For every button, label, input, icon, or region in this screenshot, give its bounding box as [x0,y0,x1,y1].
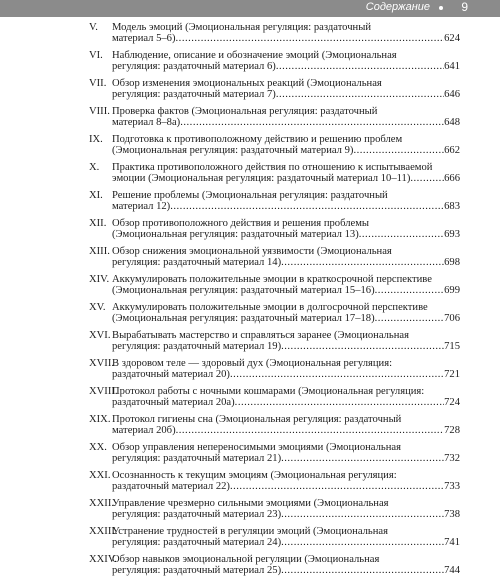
toc-entry[interactable] [0,526,500,554]
dot-leader [375,313,444,324]
entry-number: X. [89,162,100,173]
dot-leader [281,565,444,576]
entry-title-tail: материал 5–6) [112,33,176,44]
entry-title-continued [112,565,460,576]
entry-title: Управление чрезмерно сильными эмоциями (Эмоциональная [112,498,389,509]
entry-title-continued [112,285,460,296]
entry-title-tail: эмоции (Эмоциональная регуляция: раздаточный материал 10–11) [112,173,411,184]
entry-title-continued [112,537,460,548]
entry-title: Модель эмоций (Эмоциональная регуляция: раздаточный [112,22,371,33]
entry-number: XV. [89,302,106,313]
entry-title-continued [112,61,460,72]
entry-page: 715 [444,341,460,352]
dot-leader [410,173,444,184]
entry-title-continued [112,369,460,380]
entry-page: 744 [444,565,460,576]
toc-entry[interactable] [0,106,500,134]
entry-page: 699 [444,285,460,296]
entry-number: IX. [89,134,103,145]
entry-page: 738 [444,509,460,520]
entry-title: Проверка фактов (Эмоциональная регуляция: раздаточный [112,106,378,117]
entry-page: 724 [444,397,460,408]
entry-number: XVII. [89,358,115,369]
toc-entry[interactable] [0,78,500,106]
entry-title: Обзор противоположного действия и решения проблемы [112,218,370,229]
entry-title-tail: регуляция: раздаточный материал 21) [112,453,282,464]
toc-entry[interactable] [0,274,500,302]
entry-title-tail: регуляция: раздаточный материал 14) [112,257,282,268]
entry-number: VI. [89,50,103,61]
dot-leader [281,509,444,520]
entry-title-continued [112,341,460,352]
dot-leader [281,257,444,268]
dot-leader [276,89,444,100]
entry-title-tail: (Эмоциональная регуляция: раздаточный материал 13) [112,229,359,240]
entry-title-tail: регуляция: раздаточный материал 24) [112,537,282,548]
entry-title: Протокол работы с ночными кошмарами (Эмоциональная регуляция: [112,386,425,397]
bullet-icon [439,6,443,10]
dot-leader [281,453,444,464]
entry-title: Вырабатывать мастерство и справляться заранее (Эмоциональная [112,330,410,341]
entry-number: V. [89,22,98,33]
entry-page: 666 [444,173,460,184]
entry-number: XI. [89,190,103,201]
entry-title-tail: материал 12) [112,201,171,212]
dot-leader [281,537,444,548]
entry-page: 733 [444,481,460,492]
entry-page: 641 [444,61,460,72]
toc-entry[interactable] [0,162,500,190]
entry-title: Практика противоположного действия по отношению к испытываемой [112,162,433,173]
entry-title-tail: (Эмоциональная регуляция: раздаточный материал 15–16) [112,285,375,296]
entry-number: XVI. [89,330,111,341]
entry-number: XX. [89,442,107,453]
entry-number: XXI. [89,470,111,481]
entry-title-tail: материал 20б) [112,425,176,436]
entry-title-tail: регуляция: раздаточный материал 6) [112,61,276,72]
entry-page: 648 [444,117,460,128]
toc-entry[interactable] [0,414,500,442]
entry-page: 706 [444,313,460,324]
dot-leader [235,397,444,408]
toc-entry[interactable] [0,330,500,358]
dot-leader [176,425,445,436]
toc-entry[interactable] [0,442,500,470]
entry-title-continued [112,229,460,240]
entry-number: XIX. [89,414,111,425]
toc-entry[interactable] [0,50,500,78]
toc-entry[interactable] [0,302,500,330]
entry-page: 624 [444,33,460,44]
entry-title: Обзор снижения эмоциональной уязвимости (Эмоциональная [112,246,392,257]
entry-page: 732 [444,453,460,464]
toc-entry[interactable] [0,386,500,414]
entry-number: XXIII. [89,526,118,537]
entry-title-continued [112,145,460,156]
toc-entry[interactable] [0,554,500,582]
entry-title-tail: материал 8–8а) [112,117,181,128]
entry-title-tail: раздаточный материал 22) [112,481,230,492]
toc-entry[interactable] [0,470,500,498]
entry-title: Наблюдение, описание и обозначение эмоций (Эмоциональная [112,50,397,61]
toc-entry[interactable] [0,498,500,526]
table-of-contents [0,22,500,582]
entry-title: Решение проблемы (Эмоциональная регуляция: раздаточный [112,190,388,201]
toc-entry[interactable] [0,218,500,246]
page-number: 9 [461,0,468,14]
entry-title-tail: раздаточный материал 20) [112,369,230,380]
entry-title-continued [112,173,460,184]
entry-title-tail: регуляция: раздаточный материал 19) [112,341,282,352]
entry-title: Обзор изменения эмоциональных реакций (Эмоциональная [112,78,382,89]
toc-entry[interactable] [0,190,500,218]
entry-page: 741 [444,537,460,548]
running-header [0,0,500,17]
entry-title: Устранение трудностей в регуляции эмоций (Эмоциональная [112,526,389,537]
entry-number: XVIII. [89,386,118,397]
entry-number: XIV. [89,274,110,285]
entry-title: Аккумулировать положительные эмоции в долгосрочной перспективе [112,302,428,313]
dot-leader [281,341,444,352]
entry-title: В здоровом теле — здоровый дух (Эмоциональная регуляция: [112,358,393,369]
entry-title-continued [112,425,460,436]
dot-leader [176,33,445,44]
dot-leader [230,369,444,380]
entry-number: XXIV. [89,554,117,565]
toc-entry[interactable] [0,22,500,50]
dot-leader [170,201,444,212]
entry-page: 693 [444,229,460,240]
entry-title: Протокол гигиены сна (Эмоциональная регуляция: раздаточный [112,414,402,425]
dot-leader [375,285,444,296]
entry-title-tail: (Эмоциональная регуляция: раздаточный материал 9) [112,145,354,156]
entry-title: Обзор управления непереносимыми эмоциями (Эмоциональная [112,442,401,453]
entry-page: 698 [444,257,460,268]
entry-title-continued [112,201,460,212]
entry-number: XIII. [89,246,110,257]
entry-title-continued [112,33,460,44]
entry-title-continued [112,509,460,520]
entry-page: 662 [444,145,460,156]
dot-leader [180,117,444,128]
entry-title: Обзор навыков эмоциональной регуляции (Эмоциональная [112,554,380,565]
entry-title-continued [112,397,460,408]
entry-title-continued [112,117,460,128]
entry-title: Осознанность к текущим эмоциям (Эмоциональная регуляция: [112,470,397,481]
entry-page: 728 [444,425,460,436]
entry-title: Аккумулировать положительные эмоции в краткосрочной перспективе [112,274,432,285]
entry-title-continued [112,257,460,268]
dot-leader [359,229,444,240]
entry-number: VIII. [89,106,110,117]
entry-number: XII. [89,218,107,229]
entry-title-continued [112,89,460,100]
section-title: Содержание [365,1,430,13]
dot-leader [276,61,444,72]
entry-title-continued [112,313,460,324]
dot-leader [353,145,444,156]
toc-entry[interactable] [0,246,500,274]
toc-entry[interactable] [0,134,500,162]
entry-title-tail: регуляция: раздаточный материал 25) [112,565,282,576]
entry-page: 721 [444,369,460,380]
entry-title-tail: регуляция: раздаточный материал 7) [112,89,276,100]
dot-leader [230,481,444,492]
entry-title-tail: раздаточный материал 20а) [112,397,235,408]
toc-entry[interactable] [0,358,500,386]
entry-title-continued [112,481,460,492]
entry-title-tail: регуляция: раздаточный материал 23) [112,509,282,520]
entry-title: Подготовка к противоположному действию и решению проблем [112,134,403,145]
entry-page: 683 [444,201,460,212]
entry-title-continued [112,453,460,464]
entry-number: XXII. [89,498,115,509]
entry-title-tail: (Эмоциональная регуляция: раздаточный материал 17–18) [112,313,375,324]
entry-page: 646 [444,89,460,100]
entry-number: VII. [89,78,107,89]
